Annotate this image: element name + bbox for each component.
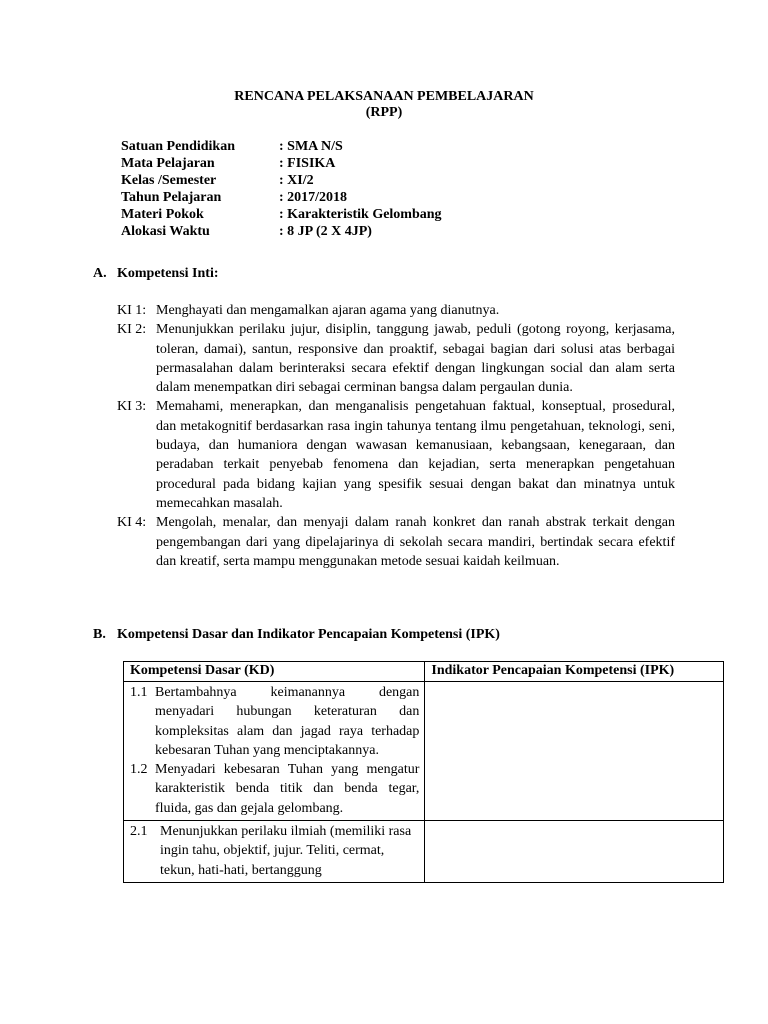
- identity-row: [121, 206, 541, 223]
- ki-text: Mengolah, menalar, dan menyaji dalam ranah konkret dan ranah abstrak terkait dengan pengembangan dari yang dipelajarinya di sekolah secara mandiri, bertindak secara efektif dan kreatif, serta mampu menggunakan metode sesuai kaidah keilmuan.: [156, 515, 675, 569]
- identity-label: Materi Pokok: [121, 207, 204, 222]
- table-header-row: [124, 662, 724, 682]
- identity-label: Tahun Pelajaran: [121, 190, 222, 205]
- table-row: [124, 821, 724, 883]
- kd-text: Bertambahnya keimanannya dengan menyadari hubungan keteraturan dan kompleksitas alam dan jagad raya terhadap kebesaran Tuhan yang menciptakannya.: [155, 685, 420, 758]
- section-a-title: Kompetensi Inti:: [117, 266, 219, 281]
- ipk-cell: [425, 682, 724, 821]
- identity-row: [121, 155, 541, 172]
- identity-row: [121, 189, 541, 206]
- column-header-ipk: Indikator Pencapaian Kompetensi (IPK): [425, 662, 724, 682]
- identity-value: : 8 JP (2 X 4JP): [279, 224, 372, 239]
- kd-cell: [124, 682, 425, 821]
- identity-label: Alokasi Waktu: [121, 224, 210, 239]
- ki-text: Menunjukkan perilaku jujur, disiplin, tanggung jawab, peduli (gotong royong, kerjasama, toleran, damai), santun, responsive dan proaktif, sebagai bagian dari solusi atas berbagai permasalahan dalam berinteraksi secara efektif dengan lingkungan social dan alam serta dalam menempatkan diri sebagai cerminan bangsa dalam pergaulan dunia.: [156, 322, 675, 396]
- ki-item: [117, 513, 675, 571]
- ki-number: KI 2:: [117, 322, 147, 338]
- section-a-heading: [93, 265, 219, 283]
- ki-text: Menghayati dan mengamalkan ajaran agama yang dianutnya.: [156, 303, 500, 318]
- identity-value: : FISIKA: [279, 156, 336, 171]
- ipk-cell: [425, 821, 724, 883]
- identity-block: [121, 138, 541, 240]
- table-row: [124, 682, 724, 821]
- identity-row: [121, 223, 541, 240]
- identity-value: : XI/2: [279, 173, 314, 188]
- section-b-title: Kompetensi Dasar dan Indikator Pencapaian Kompetensi (IPK): [117, 627, 500, 642]
- kd-number: 2.1: [130, 824, 148, 840]
- kd-text: Menyadari kebesaran Tuhan yang mengatur karakteristik benda titik dan benda tegar, fluida, gas dan gejala gelombang.: [155, 762, 420, 816]
- identity-row: [121, 138, 541, 155]
- section-b-letter: B.: [93, 627, 106, 642]
- kd-ipk-table: [123, 661, 724, 883]
- kd-item: [130, 760, 419, 818]
- section-a-letter: A.: [93, 266, 107, 281]
- kd-number: 1.2: [130, 762, 148, 778]
- kd-cell: [124, 821, 425, 883]
- ki-number: KI 3:: [117, 399, 147, 415]
- section-b-heading: [93, 626, 500, 644]
- identity-value: : Karakteristik Gelombang: [279, 207, 442, 222]
- document-title: RENCANA PELAKSANAAN PEMBELAJARAN: [234, 89, 534, 104]
- ki-item: [117, 320, 675, 397]
- identity-value: : 2017/2018: [279, 190, 348, 205]
- kd-number: 1.1: [130, 685, 148, 700]
- ki-item: [117, 397, 675, 513]
- identity-row: [121, 172, 541, 189]
- ki-number: KI 1:: [117, 303, 147, 318]
- identity-label: Kelas /Semester: [121, 173, 217, 188]
- column-header-kd: Kompetensi Dasar (KD): [124, 662, 425, 682]
- kd-text: Menunjukkan perilaku ilmiah (memiliki rasa ingin tahu, objektif, jujur. Teliti, cermat, tekun, hati-hati, bertanggung: [160, 824, 412, 878]
- ki-text: Memahami, menerapkan, dan menganalisis pengetahuan faktual, konseptual, prosedural, dan metakognitif berdasarkan rasa ingin tahunya tentang ilmu pengetahuan, teknologi, seni, budaya, dan humaniora dengan wawasan kemanusiaan, kebangsaan, kenegaraan, dan peradaban terkait penyebab fenomena dan kejadian, serta menerapkan pengetahuan procedural pada bidang kajian yang spesifik sesuai dengan bakat dan minatnya untuk memecahkan masalah.: [156, 399, 675, 511]
- document-subtitle: (RPP): [365, 105, 403, 120]
- kd-item: [130, 683, 419, 760]
- ki-item: [117, 301, 675, 320]
- identity-label: Satuan Pendidikan: [121, 139, 235, 154]
- ki-number: KI 4:: [117, 515, 147, 531]
- kd-item: [130, 822, 419, 880]
- identity-label: Mata Pelajaran: [121, 156, 215, 171]
- kompetensi-inti-list: [117, 301, 675, 571]
- identity-value: : SMA N/S: [279, 139, 343, 154]
